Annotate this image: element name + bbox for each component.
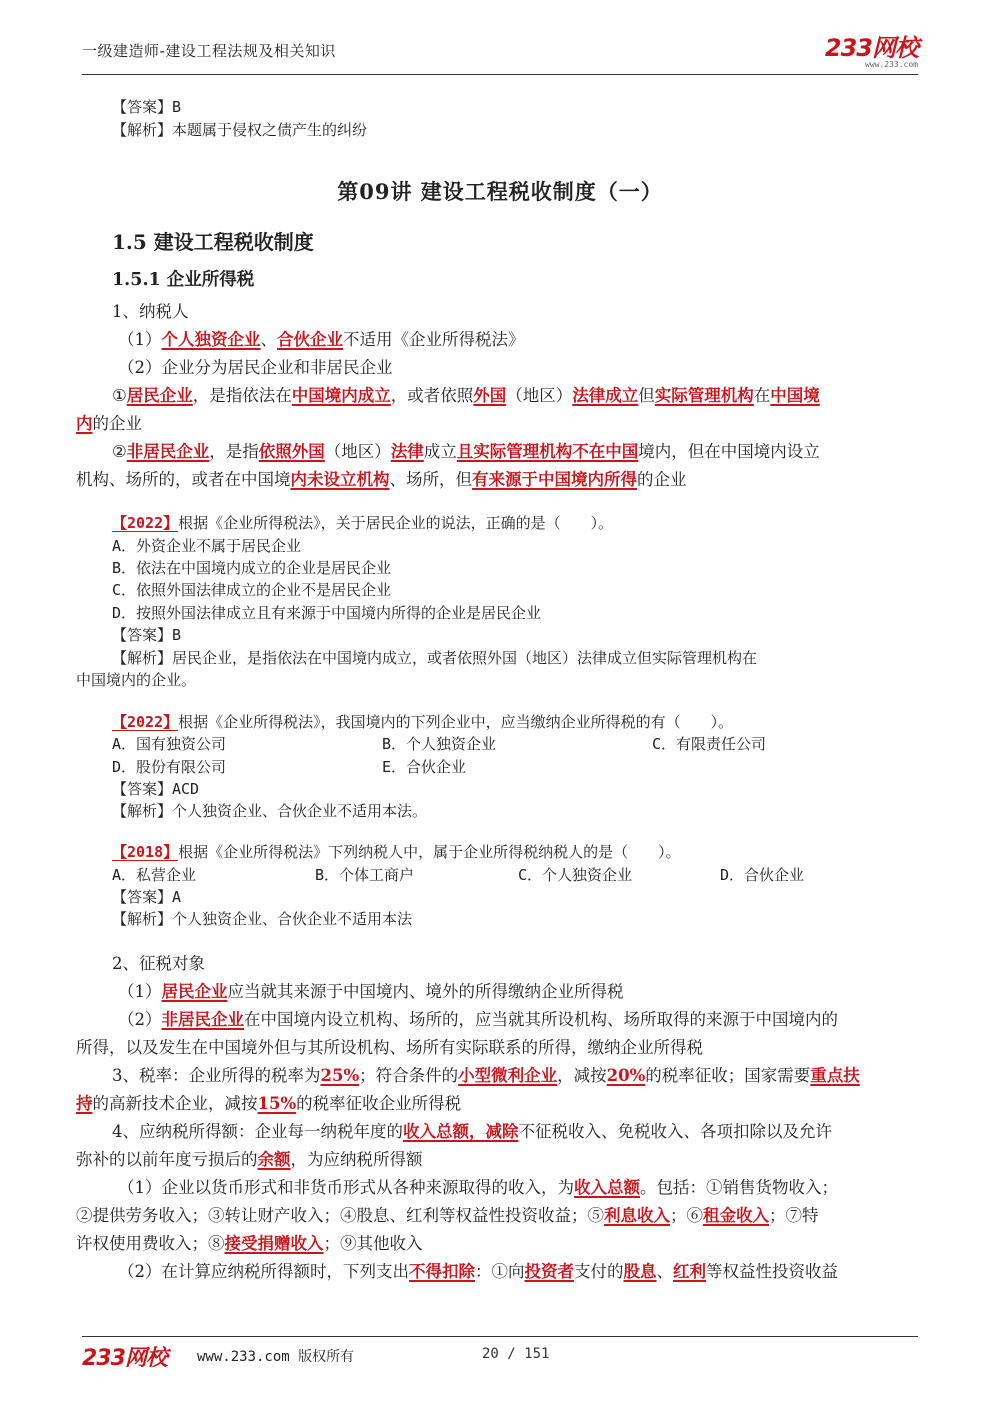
question-3-option-c: C．个人独资企业 (518, 866, 633, 884)
tax-rate-line-2: 持的高新技术企业，减按15%的税率征收企业所得税 (76, 1094, 462, 1113)
question-1-analysis-line-1: 【解析】居民企业，是指依法在中国境内成立，或者依照外国（地区）法律成立但实际管理机构在 (112, 649, 758, 667)
tax-object-title: 2、征税对象 (112, 954, 205, 973)
question-3-option-a: A．私营企业 (112, 866, 197, 884)
resident-definition-line-1: ①居民企业，是指依法在中国境内成立，或者依照外国（地区）法律成立但实际管理机构在中国境 (112, 386, 820, 405)
question-2-option-e: E．合伙企业 (382, 758, 467, 776)
question-1-option-a: A．外资企业不属于居民企业 (112, 537, 302, 555)
question-1-analysis-line-2: 中国境内的企业。 (76, 671, 197, 689)
question-3-year-tag: 【2018】 (112, 843, 179, 861)
brand-logo (825, 28, 918, 69)
footer-copyright: www.233.com 版权所有 (197, 1349, 355, 1365)
nonresident-definition-line-1: ②非居民企业，是指依照外国（地区）法律成立且实际管理机构不在中国境内，但在中国境内设立 (112, 442, 820, 461)
lecture-title: 第09讲 建设工程税收制度（一） (337, 179, 663, 204)
question-2-option-a: A．国有独资公司 (112, 735, 227, 753)
question-3-option-d: D．合伙企业 (720, 866, 805, 884)
section-heading: 1.5 建设工程税收制度 (112, 230, 314, 254)
question-1-year-tag: 【2022】 (112, 514, 179, 532)
total-income-line-3: 许权使用费收入；⑧接受捐赠收入；⑨其他收入 (76, 1234, 423, 1253)
page-number: 20 / 151 (482, 1346, 550, 1362)
logo-brand-text: 233网校 (824, 34, 918, 62)
question-1-stem: 【2022】根据《企业所得税法》，关于居民企业的说法，正确的是（ ）。 (112, 514, 614, 532)
question-2-year-tag: 【2022】 (112, 713, 179, 731)
non-deductible-line: （2）在计算应纳税所得额时，下列支出不得扣除：①向投资者支付的股息、红利等权益性投资收益 (118, 1262, 838, 1281)
question-2-analysis: 【解析】个人独资企业、合伙企业不适用本法。 (112, 802, 428, 820)
resident-definition-line-2: 内的企业 (76, 414, 142, 433)
question-3-stem: 【2018】根据《企业所得税法》下列纳税人中，属于企业所得税纳税人的是（ ）。 (112, 843, 681, 861)
question-3-option-b: B．个体工商户 (315, 866, 415, 884)
question-2-stem: 【2022】根据《企业所得税法》，我国境内的下列企业中，应当缴纳企业所得税的有（ ）。 (112, 713, 734, 731)
taxpayer-point-1: （1）个人独资企业、合伙企业不适用《企业所得税法》 (118, 330, 525, 349)
question-1-answer: 【答案】B (112, 626, 182, 644)
question-1-option-c: C．依照外国法律成立的企业不是居民企业 (112, 581, 392, 599)
header-doc-title: 一级建造师-建设工程法规及相关知识 (82, 42, 336, 60)
page-footer (82, 1336, 918, 1377)
taxpayer-title: 1、纳税人 (112, 302, 189, 321)
page-header (82, 34, 918, 75)
question-3-analysis: 【解析】个人独资企业、合伙企业不适用本法 (112, 910, 413, 928)
tax-rate-line-1: 3、税率：企业所得的税率为25%；符合条件的小型微利企业，减按20%的税率征收；国家需要重点扶 (112, 1066, 860, 1085)
tax-object-point-2-line-1: （2）非居民企业在中国境内设立机构、场所的，应当就其所设机构、场所取得的来源于中国境内的 (118, 1010, 838, 1029)
question-2-option-b: B．个人独资企业 (382, 735, 497, 753)
question-2-answer: 【答案】ACD (112, 780, 200, 798)
tax-object-point-1: （1）居民企业应当就其来源于中国境内、境外的所得缴纳企业所得税 (118, 982, 624, 1001)
prev-answer: 【答案】B (112, 98, 182, 116)
total-income-line-2: ②提供劳务收入；③转让财产收入；④股息、红利等权益性投资收益；⑤利息收入；⑥租金收入；⑦特 (76, 1206, 819, 1225)
question-1-option-b: B．依法在中国境内成立的企业是居民企业 (112, 559, 392, 577)
subsection-heading: 1.5.1 企业所得税 (112, 270, 255, 290)
question-2-option-d: D．股份有限公司 (112, 758, 227, 776)
prev-analysis: 【解析】本题属于侵权之债产生的纠纷 (112, 121, 368, 139)
question-3-answer: 【答案】A (112, 888, 182, 906)
taxable-income-line-2: 弥补的以前年度亏损后的余额，为应纳税所得额 (76, 1150, 423, 1169)
question-2-option-c: C．有限责任公司 (652, 735, 767, 753)
nonresident-definition-line-2: 机构、场所的，或者在中国境内未设立机构、场所，但有来源于中国境内所得的企业 (76, 470, 687, 489)
footer-brand-logo: 233网校 (82, 1346, 167, 1371)
question-1-option-d: D．按照外国法律成立且有来源于中国境内所得的企业是居民企业 (112, 604, 542, 622)
total-income-line-1: （1）企业以货币形式和非货币形式从各种来源取得的收入，为收入总额。包括：①销售货物收入； (118, 1178, 838, 1197)
taxable-income-line-1: 4、应纳税所得额：企业每一纳税年度的收入总额，减除不征税收入、免税收入、各项扣除以及允许 (112, 1122, 832, 1141)
tax-object-point-2-line-2: 所得，以及发生在中国境外但与其所设机构、场所有实际联系的所得，缴纳企业所得税 (76, 1038, 703, 1057)
taxpayer-point-2: （2）企业分为居民企业和非居民企业 (118, 358, 393, 377)
logo-url-text: www.233.com (865, 60, 918, 69)
